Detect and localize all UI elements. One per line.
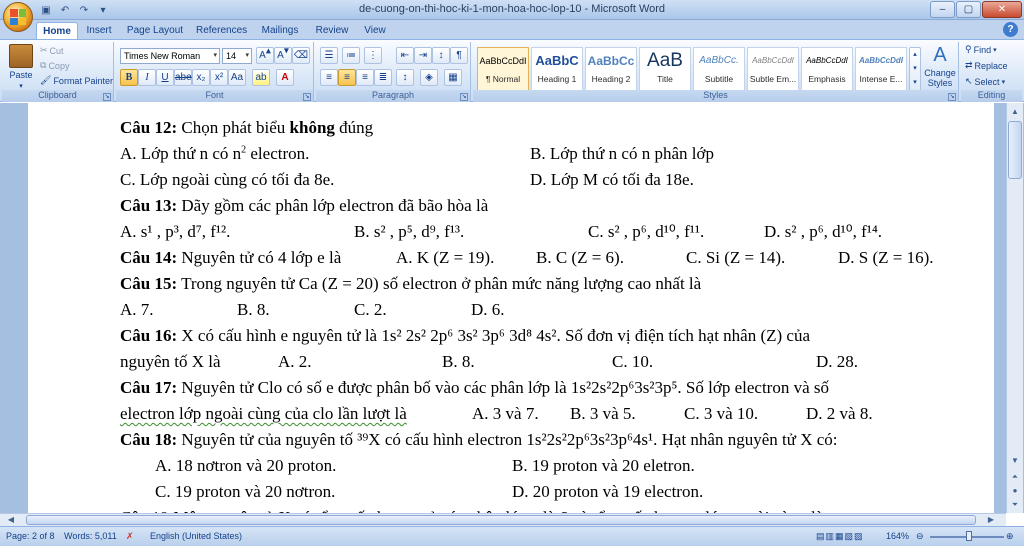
select-button[interactable]: ↖ Select ▾ <box>965 76 1006 87</box>
next-page-icon[interactable]: ⏷ <box>1011 500 1019 509</box>
line-spacing-button[interactable]: ↕ <box>396 69 414 86</box>
scroll-right-icon[interactable]: ▶ <box>987 515 995 524</box>
highlight-button[interactable]: ab <box>252 69 270 86</box>
tab-view[interactable]: View <box>364 25 386 36</box>
style-normal[interactable]: AaBbCcDdI ¶ Normal <box>477 47 529 91</box>
change-styles-button[interactable]: A Change Styles <box>924 44 956 88</box>
paste-icon <box>9 44 33 68</box>
grow-font-button[interactable]: A▴ <box>256 47 274 64</box>
font-label: Font <box>116 90 313 102</box>
font-family-select[interactable]: Times New Roman ▾ <box>120 48 220 64</box>
answer-15a: A. 7. <box>120 300 154 319</box>
vertical-scroll-thumb[interactable] <box>1008 121 1022 179</box>
maximize-button[interactable]: ▢ <box>956 1 981 18</box>
show-marks-button[interactable]: ¶ <box>450 47 468 64</box>
tab-references[interactable]: References <box>196 25 248 36</box>
answer-17a: A. 3 và 7. <box>472 404 539 423</box>
styles-group <box>473 42 959 102</box>
bold-button[interactable]: B <box>120 69 138 86</box>
answer-18d: D. 20 proton và 19 electron. <box>512 482 704 501</box>
align-center-button[interactable]: ≡ <box>338 69 356 86</box>
find-button[interactable]: ⚲ Find ▾ <box>965 44 997 55</box>
format-painter-button[interactable]: 🖌 Format Painter <box>40 75 113 86</box>
question-12: Câu 12: Chọn phát biểu không đúng <box>120 118 374 137</box>
word-count[interactable]: Words: 5,011 <box>64 531 117 541</box>
status-bar <box>0 526 1024 546</box>
cut-button[interactable]: ✂ Cut <box>40 45 64 56</box>
underline-button[interactable]: U <box>156 69 174 86</box>
document-page[interactable] <box>28 103 994 513</box>
qat-dropdown-icon[interactable]: ▾ <box>100 4 106 16</box>
answer-16b: B. 8. <box>442 352 475 371</box>
decrease-indent-button[interactable]: ⇤ <box>396 47 414 64</box>
scroll-up-icon[interactable]: ▲ <box>1011 107 1019 116</box>
replace-button[interactable]: ⇄ Replace <box>965 60 1008 71</box>
clear-formatting-button[interactable]: ⌫ <box>292 47 310 64</box>
answer-15d: D. 6. <box>471 300 505 319</box>
tab-insert[interactable]: Insert <box>86 25 112 36</box>
style-heading-2[interactable]: AaBbCc Heading 2 <box>585 47 637 91</box>
answer-18b: B. 19 proton và 20 eletron. <box>512 456 695 475</box>
save-icon[interactable]: ▣ <box>41 4 51 16</box>
styles-label: Styles <box>473 90 958 102</box>
view-buttons[interactable]: ▤▥▦▧▨ <box>816 531 864 541</box>
answer-15c: C. 2. <box>354 300 387 319</box>
office-button[interactable] <box>3 2 33 32</box>
answer-14d: D. S (Z = 16). <box>838 248 934 267</box>
chevron-down-icon: ▾ <box>1001 78 1006 86</box>
tab-mailings[interactable]: Mailings <box>261 25 299 36</box>
proofing-icon[interactable]: ✗ <box>126 531 134 541</box>
answer-13b: B. s² , p⁵, d⁹, f¹³. <box>354 222 465 241</box>
minimize-button[interactable]: – <box>930 1 955 18</box>
answer-13d: D. s² , p⁶, d¹⁰, f¹⁴. <box>764 222 883 241</box>
scroll-left-icon[interactable]: ◀ <box>7 515 15 524</box>
paste-dropdown-icon: ▾ <box>19 83 23 90</box>
brush-icon: 🖌 <box>40 75 52 85</box>
redo-icon[interactable]: ↷ <box>79 4 89 16</box>
tab-review[interactable]: Review <box>315 25 349 36</box>
subscript-button[interactable]: x₂ <box>192 69 210 86</box>
window-title: de-cuong-on-thi-hoc-ki-1-mon-hoa-hoc-lop-10 - Microsoft Word <box>358 3 666 15</box>
align-right-button[interactable]: ≡ <box>356 69 374 86</box>
answer-16d: D. 28. <box>816 352 859 371</box>
answer-13c: C. s² , p⁶, d¹⁰, f¹¹. <box>588 222 705 241</box>
zoom-slider-thumb[interactable] <box>966 531 972 541</box>
bullets-button[interactable]: ☰ <box>320 47 338 64</box>
font-color-button[interactable]: A <box>276 69 294 86</box>
tab-page-layout[interactable]: Page Layout <box>126 25 184 36</box>
zoom-in-icon[interactable]: ⊕ <box>1006 531 1014 541</box>
paragraph-launcher-icon[interactable]: ↘ <box>461 94 467 100</box>
answer-12b: B. Lớp thứ n có n phân lớp <box>530 144 714 163</box>
style-subtle-emphasis[interactable]: AaBbCcDdI Subtle Em... <box>747 47 799 91</box>
style-title[interactable]: AaB Title <box>639 47 691 91</box>
answer-16c: C. 10. <box>612 352 654 371</box>
style-intense-emphasis[interactable]: AaBbCcDdI Intense E... <box>855 47 907 91</box>
multilevel-list-button[interactable]: ⋮ <box>364 47 382 64</box>
page-count[interactable]: Page: 2 of 8 <box>6 531 55 541</box>
copy-button[interactable]: ⧉ Copy <box>40 60 70 71</box>
font-size-select[interactable]: 14 ▾ <box>222 48 252 64</box>
change-styles-icon: A <box>933 44 947 66</box>
borders-button[interactable]: ▦ <box>444 69 462 86</box>
font-launcher-icon[interactable]: ↘ <box>304 94 310 100</box>
italic-button[interactable]: I <box>138 69 156 86</box>
question-16-cont: nguyên tố X là <box>120 352 221 371</box>
answer-15b: B. 8. <box>237 300 270 319</box>
shading-button[interactable]: ◈ <box>420 69 438 86</box>
clipboard-launcher-icon[interactable]: ↘ <box>104 94 110 100</box>
answer-17c: C. 3 và 10. <box>684 404 759 423</box>
chevron-down-icon: ▾ <box>213 52 217 59</box>
language-indicator[interactable]: English (United States) <box>150 531 243 541</box>
shrink-font-button[interactable]: A▾ <box>274 47 292 64</box>
change-case-button[interactable]: Aa <box>228 69 246 86</box>
horizontal-scrollbar[interactable] <box>0 513 1006 526</box>
scissors-icon: ✂ <box>40 45 48 55</box>
undo-icon[interactable]: ↶ <box>60 4 70 16</box>
chevron-down-icon: ▾ <box>245 52 249 59</box>
answer-14c: C. Si (Z = 14). <box>686 248 786 267</box>
style-subtitle[interactable]: AaBbCc. Subtitle <box>693 47 745 91</box>
document-area <box>0 103 1024 513</box>
answer-17b: B. 3 và 5. <box>570 404 636 423</box>
clipboard-label: Clipboard <box>2 90 113 102</box>
font-group <box>116 42 314 102</box>
close-button[interactable]: ✕ <box>982 1 1022 18</box>
office-logo-icon <box>10 9 26 25</box>
help-icon[interactable]: ? <box>1003 22 1018 37</box>
align-left-button[interactable]: ≡ <box>320 69 338 86</box>
strikethrough-button[interactable]: abe <box>174 69 192 86</box>
window-controls <box>930 1 1022 18</box>
copy-icon: ⧉ <box>40 60 47 70</box>
question-17-cont: electron lớp ngoài cùng của clo lần lượt là <box>120 404 407 423</box>
styles-scroll-button[interactable]: ▴ ▾ ▾ <box>909 47 921 91</box>
styles-launcher-icon[interactable]: ↘ <box>949 94 955 100</box>
justify-button[interactable]: ≣ <box>374 69 392 86</box>
style-emphasis[interactable]: AaBbCcDdI Emphasis <box>801 47 853 91</box>
question-18: Câu 18: Nguyên tử của nguyên tố ³⁹X có cấu hình electron 1s²2s²2p⁶3s²3p⁶4s¹. Hạt nhân nguyên tử X có: <box>120 430 838 449</box>
sort-button[interactable]: ↕ <box>432 47 450 64</box>
answer-17d: D. 2 và 8. <box>806 404 873 423</box>
editing-label: Editing <box>961 90 1022 102</box>
question-15: Câu 15: Trong nguyên tử Ca (Z = 20) số electron ở phân mức năng lượng cao nhất là <box>120 274 702 293</box>
zoom-level[interactable]: 164% <box>886 531 910 541</box>
binoculars-icon: ⚲ <box>965 44 972 54</box>
zoom-out-icon[interactable]: ⊖ <box>916 531 924 541</box>
browse-object-icon[interactable]: ● <box>1012 486 1018 495</box>
answer-14a: A. K (Z = 19). <box>396 248 495 267</box>
replace-icon: ⇄ <box>965 60 973 70</box>
answer-13a: A. s¹ , p³, d⁷, f¹². <box>120 222 231 241</box>
previous-page-icon[interactable]: ⏶ <box>1011 472 1019 481</box>
question-13: Câu 13: Dãy gồm các phân lớp electron đã bão hòa là <box>120 196 489 215</box>
tab-home[interactable]: Home <box>36 22 78 40</box>
paragraph-label: Paragraph <box>316 90 470 102</box>
clipboard-group <box>2 42 114 102</box>
answer-12c: C. Lớp ngoài cùng có tối đa 8e. <box>120 170 335 189</box>
answer-12d: D. Lớp M có tối đa 18e. <box>530 170 694 189</box>
ribbon <box>0 39 1024 102</box>
answer-18c: C. 19 proton và 20 nơtron. <box>155 482 336 501</box>
answer-12a: A. Lớp thứ n có $n^2$ electron. <box>120 144 310 163</box>
question-14: Câu 14: Nguyên tử có 4 lớp e là <box>120 248 342 267</box>
answer-16a: A. 2. <box>278 352 312 371</box>
paste-button[interactable]: Paste ▾ <box>6 44 36 90</box>
ribbon-tabs <box>0 20 1024 40</box>
paragraph-group <box>316 42 471 102</box>
title-bar <box>0 0 1024 20</box>
superscript-button[interactable]: x² <box>210 69 228 86</box>
cursor-icon: ↖ <box>965 76 973 86</box>
chevron-down-icon: ▾ <box>993 46 997 54</box>
increase-indent-button[interactable]: ⇥ <box>414 47 432 64</box>
question-16: Câu 16: X có cấu hình e nguyên tử là 1s² 2s² 2p⁶ 3s² 3p⁶ 3d⁸ 4s². Số đơn vị điện tích hạt nhân (Z) của <box>120 326 811 345</box>
style-heading-1[interactable]: AaBbC Heading 1 <box>531 47 583 91</box>
scroll-down-icon[interactable]: ▼ <box>1011 456 1019 465</box>
numbering-button[interactable]: ≔ <box>342 47 360 64</box>
question-17: Câu 17: Nguyên tử Clo có số e được phân bố vào các phân lớp là 1s²2s²2p⁶3s²3p⁵. Số lớp electron và số <box>120 378 829 397</box>
answer-14b: B. C (Z = 6). <box>536 248 624 267</box>
editing-group <box>961 42 1022 102</box>
vertical-scrollbar[interactable] <box>1006 103 1023 513</box>
horizontal-scroll-thumb[interactable] <box>26 515 976 525</box>
answer-18a: A. 18 nơtron và 20 proton. <box>155 456 337 475</box>
